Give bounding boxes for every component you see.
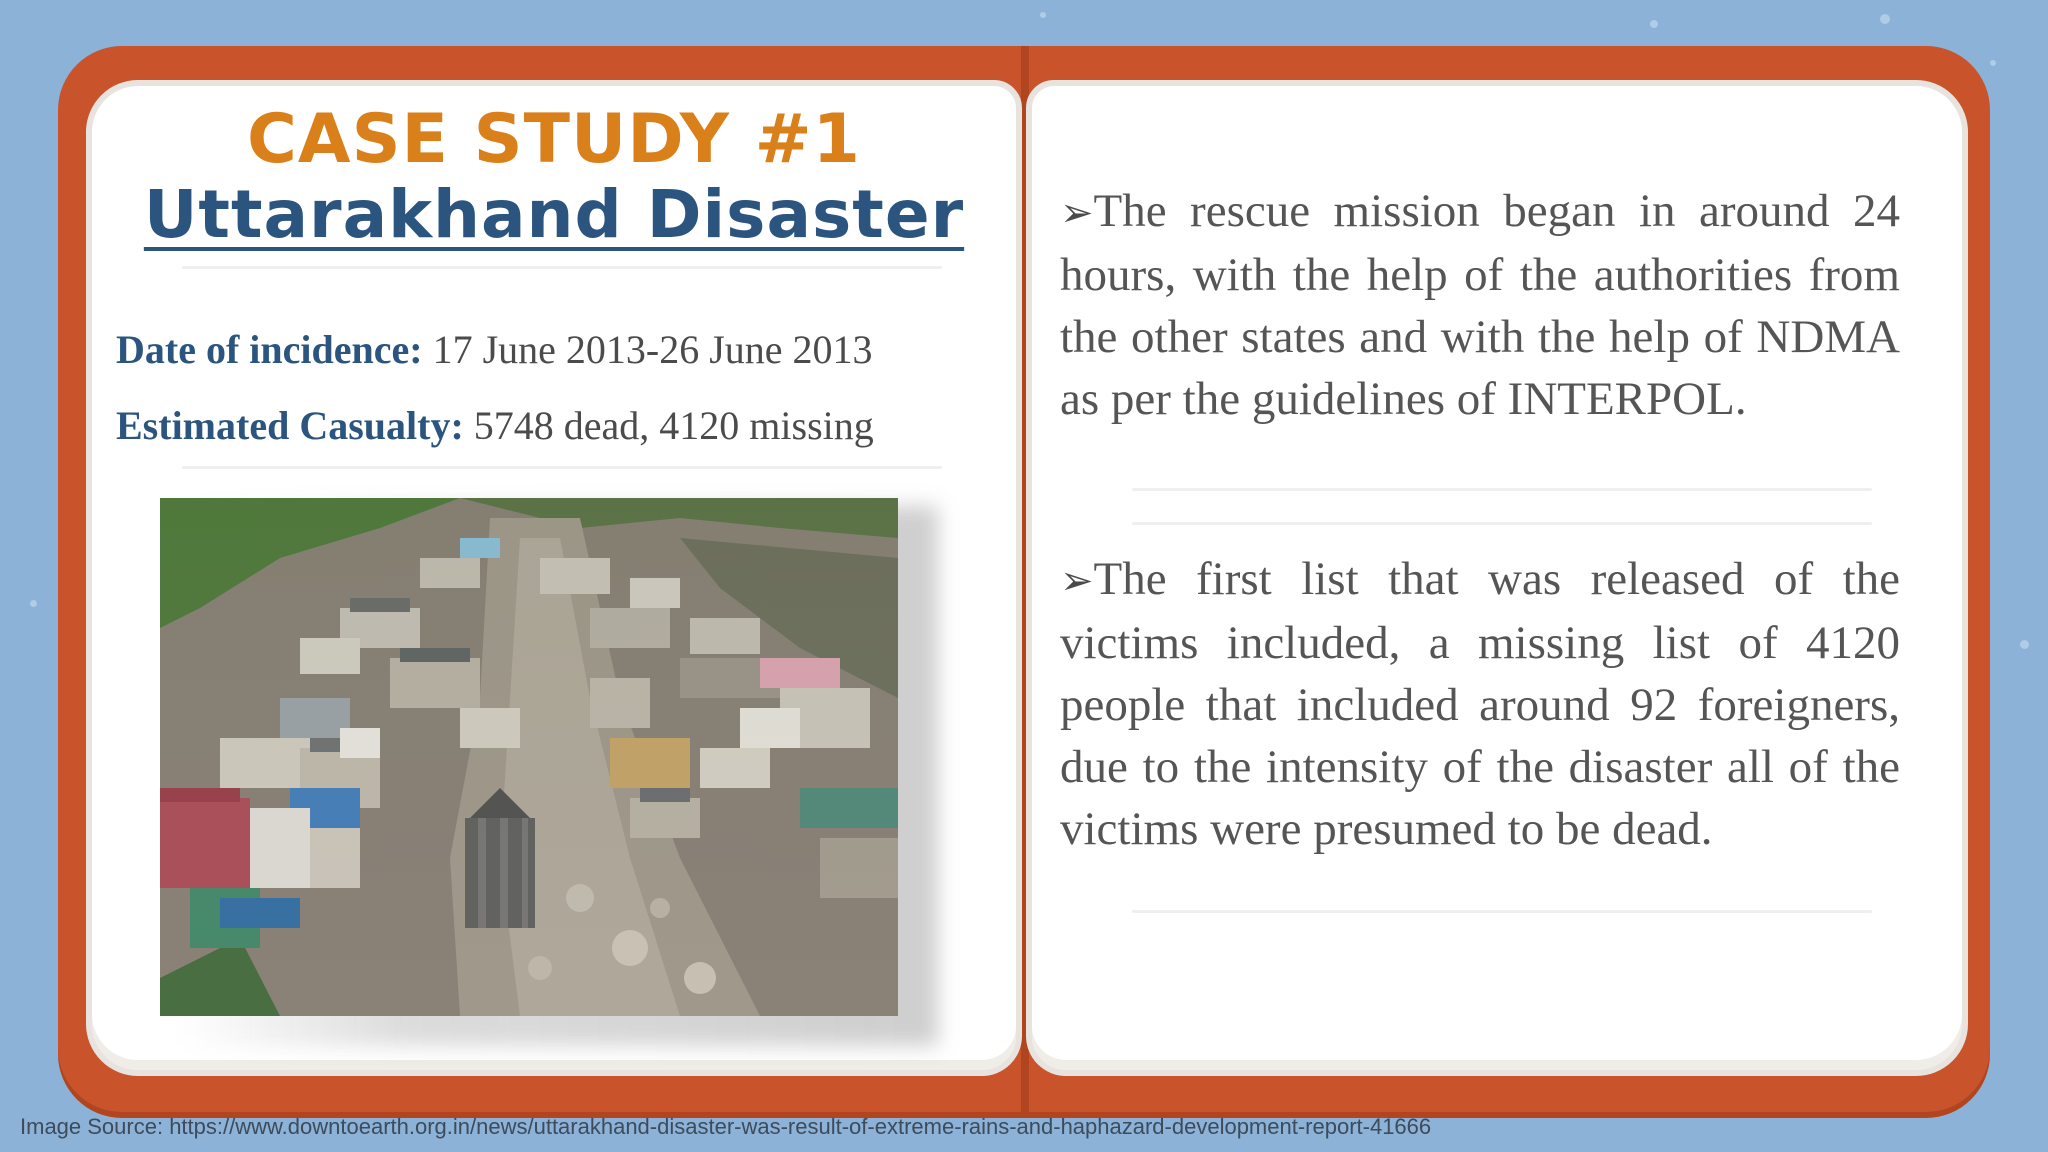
date-value: 17 June 2013-26 June 2013 bbox=[422, 327, 873, 372]
case-study-heading: CASE STUDY #1 bbox=[247, 100, 861, 179]
background-speck bbox=[1040, 12, 1046, 18]
ruled-line bbox=[1132, 488, 1872, 491]
left-page bbox=[86, 80, 1022, 1076]
image-source-caption: Image Source: https://www.downtoearth.org.in/news/uttarakhand-disaster-was-result-of-extreme-rains-and-haphazard-development-report-41666 bbox=[20, 1114, 1432, 1139]
date-label: Date of incidence: bbox=[116, 327, 423, 372]
right-page bbox=[1026, 80, 1968, 1076]
rescue-mission-paragraph bbox=[1060, 180, 1900, 430]
arrow-bullet-icon: ➢ bbox=[1060, 190, 1094, 236]
ruled-line bbox=[182, 466, 942, 469]
background-speck bbox=[30, 600, 37, 607]
date-of-incidence bbox=[116, 326, 1016, 373]
ruled-line bbox=[1132, 910, 1872, 913]
disaster-photo bbox=[160, 498, 898, 1016]
ruled-line bbox=[182, 266, 942, 269]
aerial-debris-illustration bbox=[160, 498, 898, 1016]
background-speck bbox=[1650, 20, 1658, 28]
disaster-title: Uttarakhand Disaster bbox=[143, 176, 965, 253]
casualty-label: Estimated Casualty: bbox=[116, 403, 464, 448]
background-speck bbox=[2020, 640, 2029, 649]
rescue-mission-text: The rescue mission began in around 24 hours, with the help of the authorities from the other states and with the help of NDMA as per the guidelines of INTERPOL. bbox=[1060, 185, 1900, 425]
background-speck bbox=[1990, 60, 1996, 66]
ruled-line bbox=[1132, 522, 1872, 525]
arrow-bullet-icon: ➢ bbox=[1060, 558, 1094, 604]
estimated-casualty bbox=[116, 402, 1016, 449]
background-speck bbox=[1880, 14, 1890, 24]
victims-list-text: The first list that was released of the victims included, a missing list of 4120 people that included around 92 foreigners, due to the intensity of the disaster all of the victims were presumed to be dead. bbox=[1060, 553, 1900, 855]
victims-list-paragraph bbox=[1060, 548, 1900, 860]
casualty-value: 5748 dead, 4120 missing bbox=[463, 403, 874, 448]
